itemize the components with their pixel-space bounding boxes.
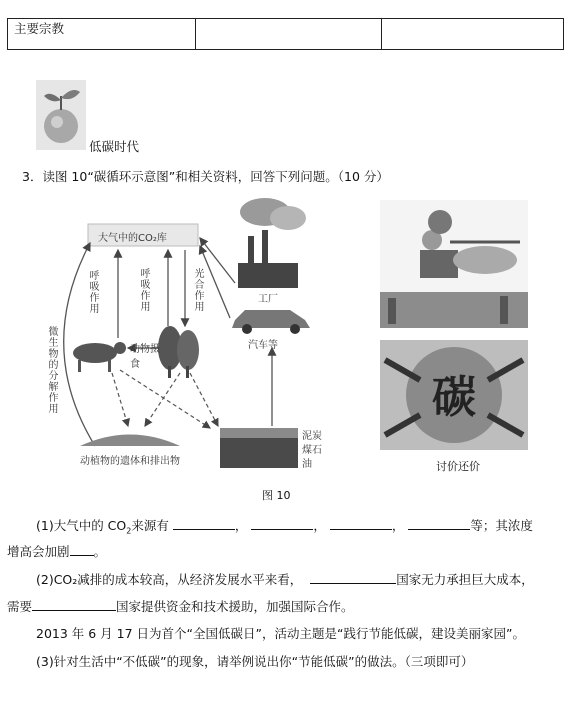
factory-label: 工厂 [258, 294, 278, 305]
remains-label: 动植物的遗体和排出物 [80, 456, 180, 467]
low-carbon-day-note: 2013 年 6 月 17 日为首个“全国低碳日”，活动主题是“践行节能低碳，建设美丽家园”。 [36, 626, 525, 641]
atmosphere-label: 大气中的CO₂库 [98, 233, 167, 244]
bargaining-cartoon-image [380, 340, 528, 450]
answer-blank-4[interactable] [408, 517, 470, 530]
animal-feeding-label: 动物摄食 [130, 344, 160, 370]
answer-blank-7[interactable] [32, 598, 116, 611]
carbon-cycle-diagram [40, 198, 370, 488]
bargaining-caption: 讨价还价 [436, 460, 480, 473]
q2-line2-suffix: 国家提供资金和技术援助，加强国际合作。 [116, 599, 354, 614]
q1-prefix: (1)大气中的 CO [36, 518, 127, 533]
answer-blank-3[interactable] [330, 517, 392, 530]
q1-sep: ， [391, 518, 405, 533]
q1-line2-prefix: 增高会加剧 [7, 544, 70, 559]
q1-line2 [7, 542, 106, 560]
q2-line1 [36, 570, 534, 588]
q1-mid: 来源有 [131, 518, 169, 533]
fossil-fuel-label: 泥炭煤石油 [302, 431, 322, 470]
photosynthesis-label: 光合作用 [192, 268, 203, 312]
q2-line2-prefix: 需要 [7, 599, 33, 614]
answer-blank-5[interactable] [70, 543, 94, 556]
q2-mid: 国家无力承担巨大成本， [396, 572, 534, 587]
microbe-label: 微生物的分解作用 [46, 326, 57, 414]
q3-text: (3)针对生活中“不低碳”的现象，请举例说出你“节能低碳”的做法。（三项即可） [36, 654, 474, 669]
religion-table [7, 18, 564, 50]
table-cell-blank-1 [196, 19, 382, 50]
image-caption: 低碳时代 [89, 139, 140, 154]
q1-line1 [36, 516, 533, 536]
question-title: 3．读图 10“碳循环示意图”和相关资料，回答下列问题。（10 分） [22, 169, 389, 184]
table-cell-blank-2 [382, 19, 564, 50]
answer-blank-1[interactable] [173, 517, 235, 530]
table-cell-label: 主要宗教 [8, 19, 196, 50]
helicopter-cartoon-image [380, 200, 528, 328]
answer-blank-6[interactable] [310, 571, 396, 584]
q1-suffix: 等；其浓度 [470, 518, 533, 533]
respiration-left-label: 呼吸作用 [87, 270, 98, 314]
q2-line2 [7, 597, 354, 615]
q2-prefix: (2)CO₂减排的成本较高，从经济发展水平来看， [36, 572, 303, 587]
q1-sep: ， [234, 518, 248, 533]
car-label: 汽车等 [248, 340, 278, 351]
figure-caption: 图 10 [262, 489, 291, 502]
answer-blank-2[interactable] [251, 517, 313, 530]
q1-line2-suffix: 。 [93, 544, 107, 559]
respiration-mid-label: 呼吸作用 [138, 268, 149, 312]
carbon-char: 碳 [432, 372, 476, 423]
table-row [8, 19, 564, 50]
q1-sep: ， [313, 518, 326, 533]
q1-subscript: 2 [126, 526, 132, 536]
apple-sprout-image [36, 80, 86, 150]
